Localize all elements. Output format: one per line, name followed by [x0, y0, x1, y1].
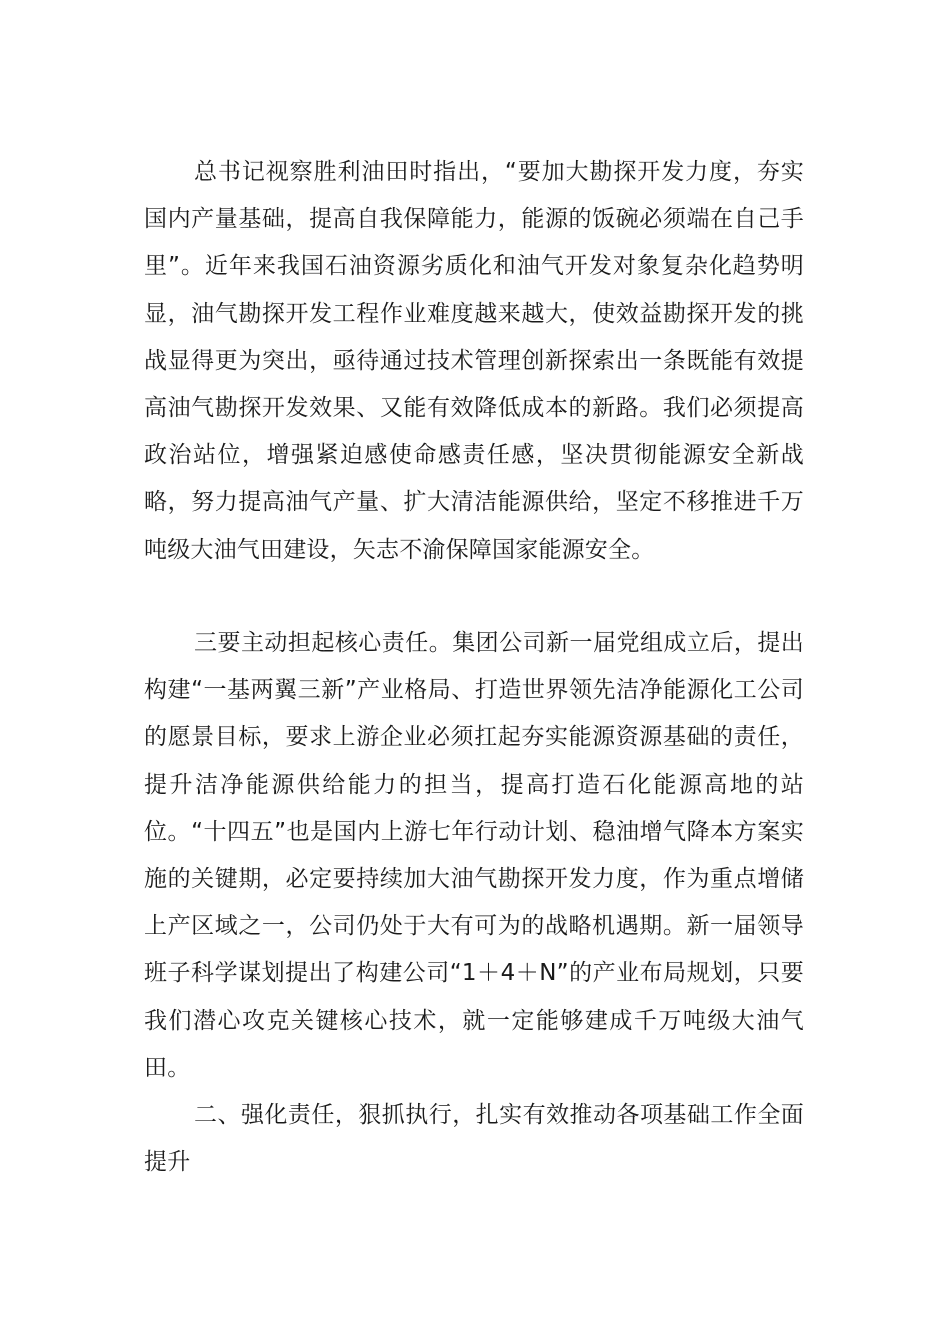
section-heading-strengthen-responsibility: 二、强化责任，狠抓执行，扎实有效推动各项基础工作全面提升: [144, 1102, 804, 1176]
paragraph-core-responsibility: 三要主动担起核心责任。集团公司新一届党组成立后，提出构建“一基两翼三新”产业格局、打造世界领先洁净能源化工公司的愿景目标，要求上游企业必须扛起夯实能源资源基础的责任，提升洁净能源供给能力的担当，提高打造石化能源高地的站位。“十四五”也是国内上游七年行动计划、稳油增气降本方案实施的关键期，必定要持续加大油气勘探开发力度，作为重点增储上产区域之一，公司仍处于大有可为的战略机遇期。新一届领导班子科学谋划提出了构建公司“1＋4＋N”的产业布局规划，只要我们潜心攻克关键核心技术，就一定能够建成千万吨级大油气田。: [144, 630, 804, 1081]
paragraph-energy-security: 总书记视察胜利油田时指出，“要加大勘探开发力度，夯实国内产量基础，提高自我保障能力，能源的饭碗必须端在自己手里”。近年来我国石油资源劣质化和油气开发对象复杂化趋势明显，油气勘探开发工程作业难度越来越大，使效益勘探开发的挑战显得更为突出，亟待通过技术管理创新探索出一条既能有效提高油气勘探开发效果、又能有效降低成本的新路。我们必须提高政治站位，增强紧迫感使命感责任感，坚决贯彻能源安全新战略，努力提高油气产量、扩大清洁能源供给，坚定不移推进千万吨级大油气田建设，矢志不渝保障国家能源安全。: [144, 159, 804, 563]
